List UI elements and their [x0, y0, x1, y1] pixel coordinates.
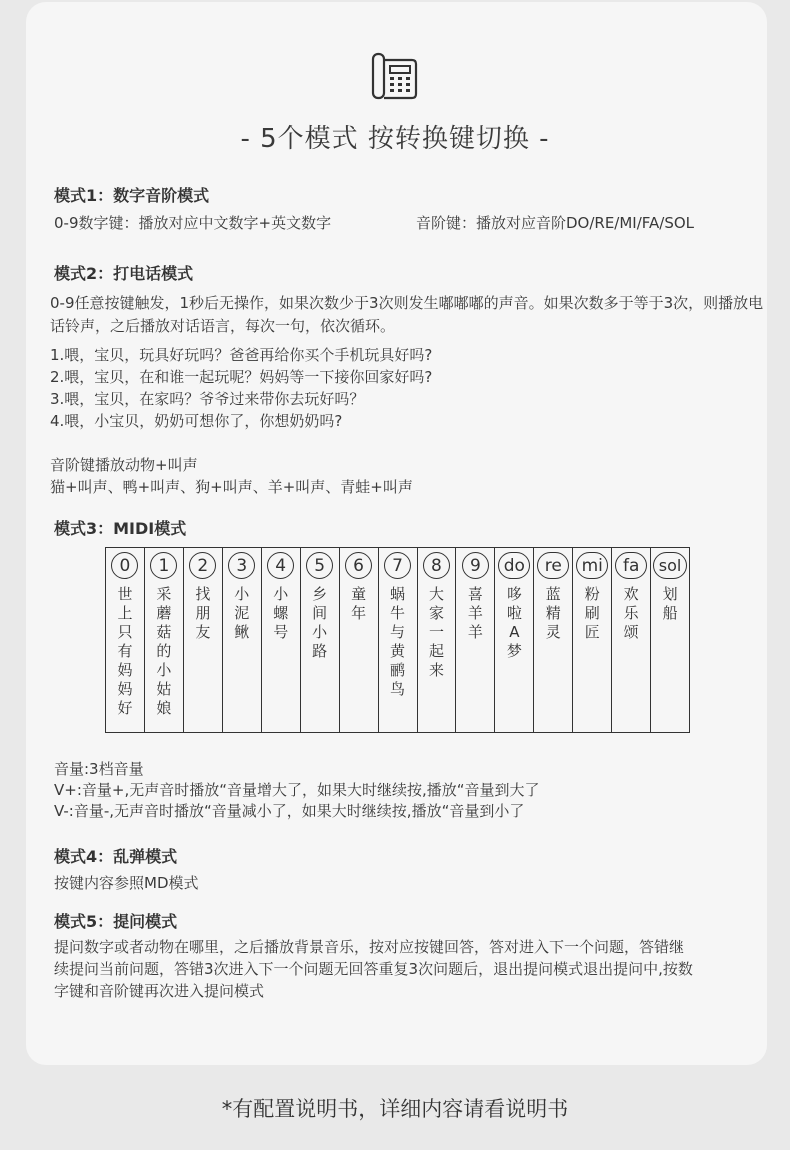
mode1-title: 模式1：数字音阶模式	[54, 186, 210, 205]
midi-key: 3	[228, 552, 255, 579]
midi-song: 哆啦A梦	[506, 585, 522, 660]
midi-key: 7	[384, 552, 411, 579]
mode2-title: 模式2：打电话模式	[54, 264, 194, 283]
midi-song: 小螺号	[273, 585, 289, 641]
midi-song: 大家一起来	[428, 585, 444, 679]
mode2-desc: 0-9任意按键触发，1秒后无操作，如果次数少于3次则发生嘟嘟嘟的声音。如果次数多于等于3次，则播放电话铃声，之后播放对话语言，每次一句，依次循环。	[50, 294, 764, 335]
midi-song: 童年	[351, 585, 367, 622]
mode5-title: 模式5：提问模式	[54, 912, 178, 931]
midi-key: fa	[615, 552, 647, 579]
midi-key: 5	[306, 552, 333, 579]
midi-column	[262, 548, 301, 732]
footer-note: *有配置说明书，详细内容请看说明书	[221, 1097, 569, 1121]
midi-song: 划船	[662, 585, 678, 622]
midi-column	[456, 548, 495, 732]
mode1-scale-desc: 音阶键：播放对应音阶DO/RE/MI/FA/SOL	[416, 214, 695, 232]
midi-song: 采蘑菇的小姑娘	[156, 585, 172, 717]
volume-title: 音量:3档音量	[54, 760, 144, 778]
midi-key: 2	[189, 552, 216, 579]
midi-key: 6	[345, 552, 372, 579]
midi-song: 小泥鳅	[234, 585, 250, 641]
mode3-title: 模式3：MIDI模式	[54, 519, 187, 538]
mode1-digit-desc: 0-9数字键：播放对应中文数字+英文数字	[54, 214, 332, 232]
midi-column	[418, 548, 457, 732]
mode4-title: 模式4：乱弹模式	[54, 847, 178, 866]
midi-song: 乡间小路	[312, 585, 328, 660]
midi-column	[145, 548, 184, 732]
midi-column	[534, 548, 573, 732]
midi-column	[379, 548, 418, 732]
midi-column	[651, 548, 689, 732]
mode4-desc: 按键内容参照MD模式	[54, 874, 199, 892]
midi-song: 喜羊羊	[467, 585, 483, 641]
mode2-line-1: 1.喂，宝贝，玩具好玩吗？爸爸再给你买个手机玩具好吗?	[50, 346, 433, 364]
midi-key: 0	[111, 552, 138, 579]
midi-key: sol	[653, 552, 687, 579]
mode5-desc: 提问数字或者动物在哪里，之后播放背景音乐，按对应按键回答，答对进入下一个问题，答错继续提问当前问题，答错3次进入下一个问题无回答重复3次问题后，退出提问模式退出提问中,按数字键和音阶键再次进入提问模式	[54, 938, 693, 1000]
midi-key: 4	[267, 552, 294, 579]
midi-key: do	[498, 552, 530, 579]
midi-song: 世上只有妈妈好	[117, 585, 133, 717]
mode2-line-2: 2.喂，宝贝，在和谁一起玩呢？妈妈等一下接你回家好吗?	[50, 368, 433, 386]
midi-column	[106, 548, 145, 732]
phone-icon	[370, 52, 420, 100]
mode2-line-4: 4.喂，小宝贝，奶奶可想你了，你想奶奶吗?	[50, 412, 343, 430]
midi-key: re	[537, 552, 569, 579]
mode2-line-3: 3.喂，宝贝，在家吗？爷爷过来带你去玩好吗？	[50, 390, 365, 408]
midi-song: 蓝精灵	[545, 585, 561, 641]
midi-song: 找朋友	[195, 585, 211, 641]
midi-song: 欢乐颂	[623, 585, 639, 641]
midi-column	[495, 548, 534, 732]
volume-plus-desc: V+:音量+,无声音时播放“音量增大了，如果大时继续按,播放“音量到大了	[54, 781, 540, 799]
midi-column	[612, 548, 651, 732]
midi-key: 8	[423, 552, 450, 579]
midi-key: 1	[150, 552, 177, 579]
page-title: - 5个模式 按转换键切换 -	[240, 124, 550, 154]
midi-column	[340, 548, 379, 732]
midi-song: 粉刷匠	[584, 585, 600, 641]
midi-key: 9	[462, 552, 489, 579]
midi-column	[223, 548, 262, 732]
volume-minus-desc: V-:音量-,无声音时播放“音量减小了，如果大时继续按,播放“音量到小了	[54, 802, 525, 820]
midi-column	[184, 548, 223, 732]
mode2-animal-list: 猫+叫声、鸭+叫声、狗+叫声、羊+叫声、青蛙+叫声	[50, 478, 413, 496]
midi-song: 蜗牛与黄鹂鸟	[390, 585, 406, 698]
midi-table	[105, 547, 690, 733]
midi-column	[301, 548, 340, 732]
midi-column	[573, 548, 612, 732]
midi-key: mi	[576, 552, 608, 579]
mode2-animal-title: 音阶键播放动物+叫声	[50, 456, 198, 474]
